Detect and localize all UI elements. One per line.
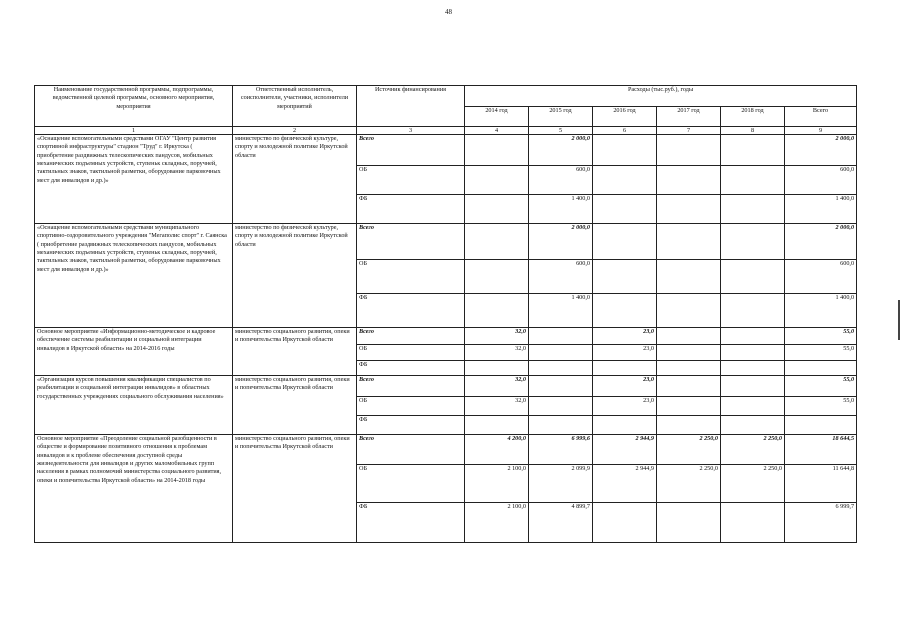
- value-cell: [721, 361, 785, 376]
- value-total: 55,0: [785, 397, 857, 416]
- value-cell: 2 100,0: [465, 465, 529, 503]
- value-cell: [721, 328, 785, 345]
- value-cell: [721, 416, 785, 435]
- value-cell: [657, 195, 721, 224]
- value-cell: [721, 224, 785, 260]
- column-number: 2: [233, 127, 357, 135]
- value-cell: [657, 361, 721, 376]
- value-cell: [593, 195, 657, 224]
- value-cell: 23,0: [593, 328, 657, 345]
- value-total: 18 644,5: [785, 435, 857, 465]
- value-cell: 32,0: [465, 345, 529, 361]
- measure-name: «Оснащение вспомогательными средствами ОГАУ "Центр развития спортивной инфраструктуры" стадион "Труд" г. Иркутска ( приобретение раздвижных телескопических пандусов, мобильных механических подъемных устройств, ступеньк складных, поручней, тактильных знаков, тактильной разметки, оборудование парковочных мест для инвалидов и др.)»: [35, 135, 233, 224]
- value-cell: 1 400,0: [529, 294, 593, 328]
- value-total: [785, 361, 857, 376]
- value-cell: 32,0: [465, 328, 529, 345]
- value-total: 1 400,0: [785, 294, 857, 328]
- value-cell: [529, 376, 593, 397]
- value-cell: [465, 135, 529, 166]
- column-number: 1: [35, 127, 233, 135]
- value-cell: [465, 416, 529, 435]
- value-cell: [721, 135, 785, 166]
- table-row: [35, 435, 857, 465]
- value-total: 1 400,0: [785, 195, 857, 224]
- funding-source: ОБ: [357, 166, 465, 195]
- funding-source: ОБ: [357, 260, 465, 294]
- header-year: 2018 год: [721, 106, 785, 127]
- value-cell: 600,0: [529, 260, 593, 294]
- value-cell: [529, 397, 593, 416]
- value-cell: 600,0: [529, 166, 593, 195]
- value-total: [785, 416, 857, 435]
- value-cell: 1 400,0: [529, 195, 593, 224]
- value-cell: 2 000,0: [529, 224, 593, 260]
- value-cell: [721, 376, 785, 397]
- value-total: 2 000,0: [785, 224, 857, 260]
- measure-name: Основное мероприятие «Преодоление социальной разобщенности в обществе и формирование позитивного отношения к проблемам инвалидов и к проблеме обеспечения доступной среды жизнедеятельности для инвалидов и других маломобильных групп населения в рамках полномочий министерства социального развития, опеки и попечительства Иркутской области» на 2014-2018 годы: [35, 435, 233, 543]
- binder-mark: [898, 300, 900, 340]
- column-number: 4: [465, 127, 529, 135]
- responsible-executor: министерство по физической культуре, спорту и молодежной политике Иркутской области: [233, 135, 357, 224]
- value-total: 55,0: [785, 345, 857, 361]
- header-year: 2016 год: [593, 106, 657, 127]
- responsible-executor: министерство социального развития, опеки и попечительства Иркутской области: [233, 376, 357, 435]
- responsible-executor: министерство социального развития, опеки и попечительства Иркутской области: [233, 435, 357, 543]
- value-cell: 32,0: [465, 397, 529, 416]
- measure-name: «Организация курсов повышения квалификации специалистов по реабилитации и социальной интеграции инвалидов» в областных государственных учреждениях социального обслуживания населения»: [35, 376, 233, 435]
- value-cell: [529, 328, 593, 345]
- value-cell: [465, 361, 529, 376]
- header-year: 2017 год: [657, 106, 721, 127]
- value-cell: 4 899,7: [529, 503, 593, 543]
- expenses-table: [34, 85, 857, 543]
- value-cell: 2 100,0: [465, 503, 529, 543]
- value-cell: [593, 260, 657, 294]
- funding-source: Всего: [357, 435, 465, 465]
- funding-source: ОБ: [357, 397, 465, 416]
- responsible-executor: министерство по физической культуре, спорту и молодежной политике Иркутской области: [233, 224, 357, 328]
- value-cell: [721, 260, 785, 294]
- value-cell: [465, 294, 529, 328]
- value-cell: [721, 195, 785, 224]
- value-cell: 2 250,0: [721, 435, 785, 465]
- funding-source: ФБ: [357, 361, 465, 376]
- value-cell: [593, 166, 657, 195]
- value-total: 600,0: [785, 260, 857, 294]
- funding-source: ФБ: [357, 195, 465, 224]
- measure-name: Основное мероприятие «Информационно-методическое и кадровое обеспечение системы реабилитации и социальной интеграции инвалидов в Иркутской области» на 2014-2016 годы: [35, 328, 233, 376]
- value-cell: [529, 345, 593, 361]
- funding-source: ФБ: [357, 294, 465, 328]
- value-cell: 2 250,0: [657, 465, 721, 503]
- value-cell: [657, 376, 721, 397]
- value-total: 11 644,8: [785, 465, 857, 503]
- header-total: Всего: [785, 106, 857, 127]
- value-total: 55,0: [785, 376, 857, 397]
- value-cell: 2 944,9: [593, 465, 657, 503]
- value-cell: [593, 416, 657, 435]
- header-year: 2015 год: [529, 106, 593, 127]
- value-cell: [721, 503, 785, 543]
- value-cell: 2 250,0: [721, 465, 785, 503]
- value-cell: 23,0: [593, 376, 657, 397]
- value-cell: [657, 397, 721, 416]
- value-cell: 23,0: [593, 397, 657, 416]
- value-total: 2 000,0: [785, 135, 857, 166]
- value-cell: [529, 416, 593, 435]
- column-number: 9: [785, 127, 857, 135]
- table-row: [35, 328, 857, 345]
- funding-source: ОБ: [357, 465, 465, 503]
- value-cell: [465, 195, 529, 224]
- funding-source: ОБ: [357, 345, 465, 361]
- funding-source: Всего: [357, 328, 465, 345]
- value-cell: [721, 345, 785, 361]
- value-cell: [593, 294, 657, 328]
- value-cell: [593, 224, 657, 260]
- value-cell: [657, 328, 721, 345]
- table-row: [35, 224, 857, 260]
- header-year: 2014 год: [465, 106, 529, 127]
- funding-source: ФБ: [357, 503, 465, 543]
- funding-source: Всего: [357, 376, 465, 397]
- responsible-executor: министерство социального развития, опеки и попечительства Иркутской области: [233, 328, 357, 376]
- page-number: 48: [445, 8, 452, 16]
- value-cell: 6 999,6: [529, 435, 593, 465]
- value-cell: [529, 361, 593, 376]
- column-number: 3: [357, 127, 465, 135]
- value-cell: 2 099,9: [529, 465, 593, 503]
- value-cell: 23,0: [593, 345, 657, 361]
- value-cell: [657, 224, 721, 260]
- header-source: Источник финансирования: [357, 86, 465, 127]
- value-cell: [593, 503, 657, 543]
- value-cell: [721, 397, 785, 416]
- header-expenses: Расходы (тыс.руб.), годы: [465, 86, 857, 107]
- value-cell: 32,0: [465, 376, 529, 397]
- column-number: 5: [529, 127, 593, 135]
- column-number: 8: [721, 127, 785, 135]
- value-total: 6 999,7: [785, 503, 857, 543]
- value-cell: 2 000,0: [529, 135, 593, 166]
- column-number: 7: [657, 127, 721, 135]
- column-number: 6: [593, 127, 657, 135]
- value-cell: [593, 361, 657, 376]
- value-cell: 4 200,0: [465, 435, 529, 465]
- value-total: 55,0: [785, 328, 857, 345]
- value-cell: [721, 294, 785, 328]
- measure-name: «Оснащение вспомогательными средствами муниципального спортивно-оздоровительного учреждения "Мегаполис спорт" г. Саянска ( приобретение раздвижных телескопических пандусов, мобильных механических подъемных устройств, ступеньк складных, поручней, тактильных знаков, тактильной разметки, оборудование парковочных мест для инвалидов и др.)»: [35, 224, 233, 328]
- value-cell: [465, 166, 529, 195]
- funding-source: ФБ: [357, 416, 465, 435]
- value-cell: 2 250,0: [657, 435, 721, 465]
- value-cell: 2 944,9: [593, 435, 657, 465]
- value-cell: [465, 224, 529, 260]
- funding-source: Всего: [357, 224, 465, 260]
- value-cell: [657, 503, 721, 543]
- funding-source: Всего: [357, 135, 465, 166]
- value-cell: [721, 166, 785, 195]
- header-responsible: Ответственный исполнитель, соисполнители, участники, исполнители мероприятий: [233, 86, 357, 127]
- value-cell: [657, 260, 721, 294]
- table-row: [35, 376, 857, 397]
- header-name: Наименование государственной программы, подпрограммы, ведомственной целевой программы, основного мероприятия, мероприятия: [35, 86, 233, 127]
- value-cell: [593, 135, 657, 166]
- value-cell: [657, 135, 721, 166]
- value-cell: [657, 345, 721, 361]
- table-row: [35, 135, 857, 166]
- value-total: 600,0: [785, 166, 857, 195]
- value-cell: [657, 294, 721, 328]
- value-cell: [465, 260, 529, 294]
- value-cell: [657, 416, 721, 435]
- value-cell: [657, 166, 721, 195]
